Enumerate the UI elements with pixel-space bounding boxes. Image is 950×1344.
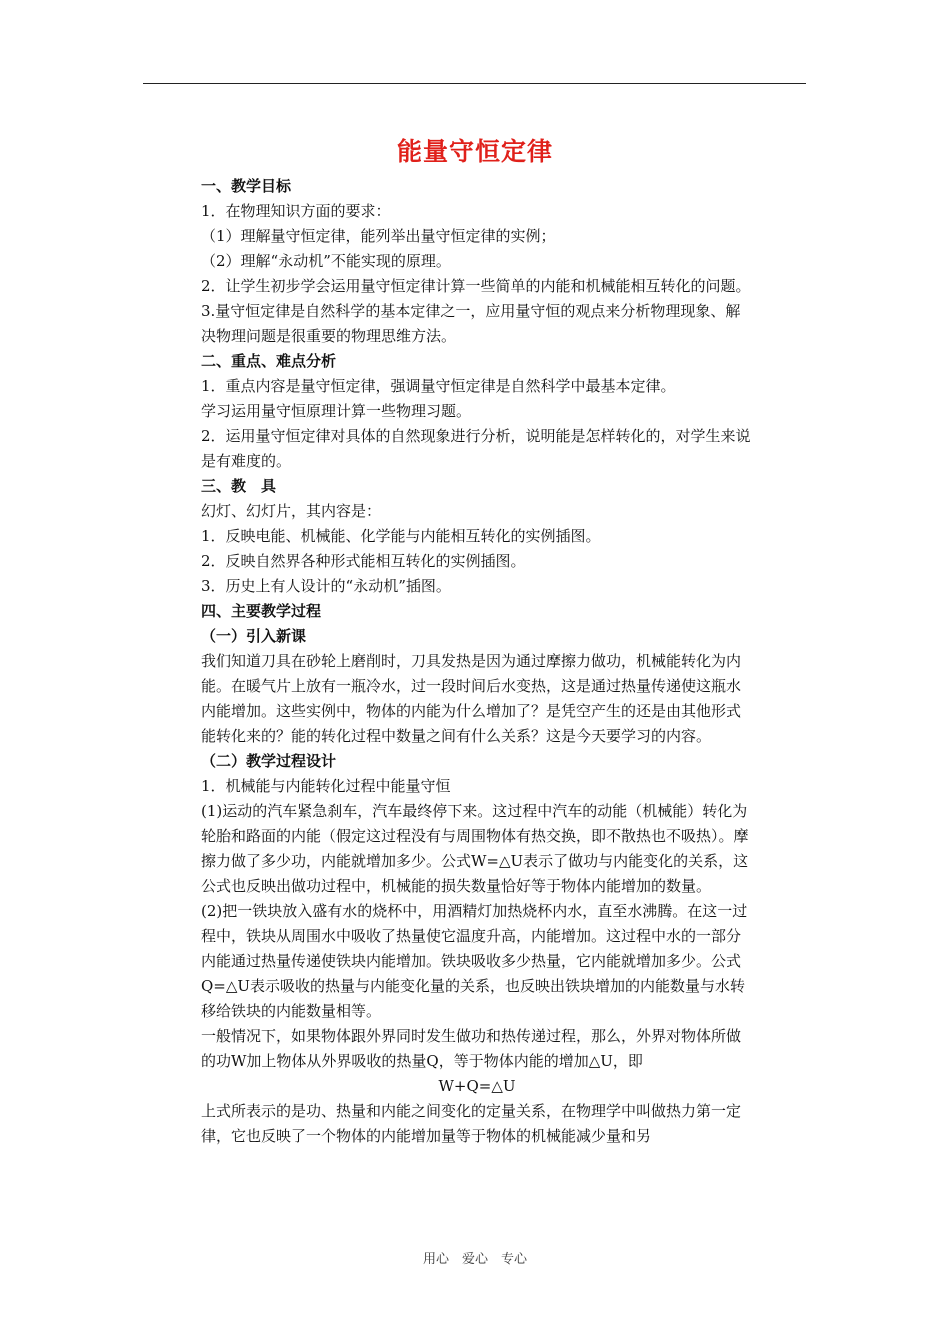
paragraph: 我们知道刀具在砂轮上磨削时，刀具发热是因为通过摩擦力做功，机械能转化为内能。在暖气片上放有一瓶冷水，过一段时间后水变热，这是通过热量传递使这瓶水内能增加。这些实例中，物体的内能为什么增加了？是凭空产生的还是由其他形式能转化来的？能的转化过程中数量之间有什么关系？这是今天要学习的内容。 bbox=[201, 652, 742, 745]
paragraph: 2．反映自然界各种形式能相互转化的实例插图。 bbox=[201, 552, 526, 570]
paragraph: 1．重点内容是量守恒定律，强调量守恒定律是自然科学中最基本定律。 bbox=[201, 377, 676, 395]
section-heading-process: 四、主要教学过程 bbox=[201, 602, 322, 620]
paragraph: 上式所表示的是功、热量和内能之间变化的定量关系，在物理学中叫做热力第一定律，它也反映了一个物体的内能增加量等于物体的机械能减少量和另 bbox=[201, 1102, 742, 1145]
paragraph: 学习运用量守恒原理计算一些物理习题。 bbox=[201, 402, 472, 420]
paragraph: （1）理解量守恒定律，能列举出量守恒定律的实例； bbox=[201, 227, 556, 245]
document-title: 能量守恒定律 bbox=[396, 137, 553, 166]
paragraph: (1)运动的汽车紧急刹车，汽车最终停下来。这过程中汽车的动能（机械能）转化为轮胎和路面的内能（假定这过程没有与周围物体有热交换，即不散热也不吸热）。摩擦力做了多少功，内能就增加多少。公式W=△U表示了做功与内能变化的关系，这公式也反映出做功过程中，机械能的损失数量恰好等于物体内能增加的数量。 bbox=[201, 802, 749, 895]
paragraph: (2)把一铁块放入盛有水的烧杯中，用酒精灯加热烧杯内水，直至水沸腾。在这一过程中，铁块从周围水中吸收了热量使它温度升高，内能增加。这过程中水的一部分内能通过热量传递使铁块内能增加。铁块吸收多少热量，它内能就增加多少。公式Q=△U表示吸收的热量与内能变化量的关系，也反映出铁块增加的内能数量与水转移给铁块的内能数量相等。 bbox=[201, 902, 748, 1020]
paragraph: 3.量守恒定律是自然科学的基本定律之一，应用量守恒的观点来分析物理现象、解决物理问题是很重要的物理思维方法。 bbox=[201, 302, 741, 345]
section-heading-objectives: 一、教学目标 bbox=[201, 177, 292, 195]
header-rule bbox=[143, 83, 806, 84]
paragraph: 2．运用量守恒定律对具体的自然现象进行分析，说明能是怎样转化的，对学生来说是有难度的。 bbox=[201, 427, 751, 470]
paragraph: 幻灯、幻灯片，其内容是： bbox=[201, 502, 382, 520]
section-heading-key-points: 二、重点、难点分析 bbox=[201, 352, 337, 370]
paragraph: 2．让学生初步学会运用量守恒定律计算一些简单的内能和机械能相互转化的问题。 bbox=[201, 277, 751, 295]
page-footer: 用心 爱心 专心 bbox=[422, 1252, 527, 1267]
formula: W+Q=△U bbox=[438, 1077, 516, 1095]
paragraph: 1．反映电能、机械能、化学能与内能相互转化的实例插图。 bbox=[201, 527, 601, 545]
paragraph: 1．机械能与内能转化过程中能量守恒 bbox=[201, 777, 451, 795]
document-body bbox=[201, 174, 753, 1149]
paragraph: 一般情况下，如果物体跟外界同时发生做功和热传递过程，那么，外界对物体所做的功W加上物体从外界吸收的热量Q，等于物体内能的增加△U，即 bbox=[201, 1027, 742, 1070]
paragraph: 3．历史上有人设计的“永动机”插图。 bbox=[201, 577, 451, 595]
section-heading-tools: 三、教 具 bbox=[201, 477, 277, 495]
subsection-heading-intro: （一）引入新课 bbox=[201, 627, 307, 645]
subsection-heading-design: （二）教学过程设计 bbox=[201, 752, 337, 770]
paragraph: 1．在物理知识方面的要求： bbox=[201, 202, 391, 220]
paragraph: （2）理解“永动机”不能实现的原理。 bbox=[201, 252, 451, 270]
